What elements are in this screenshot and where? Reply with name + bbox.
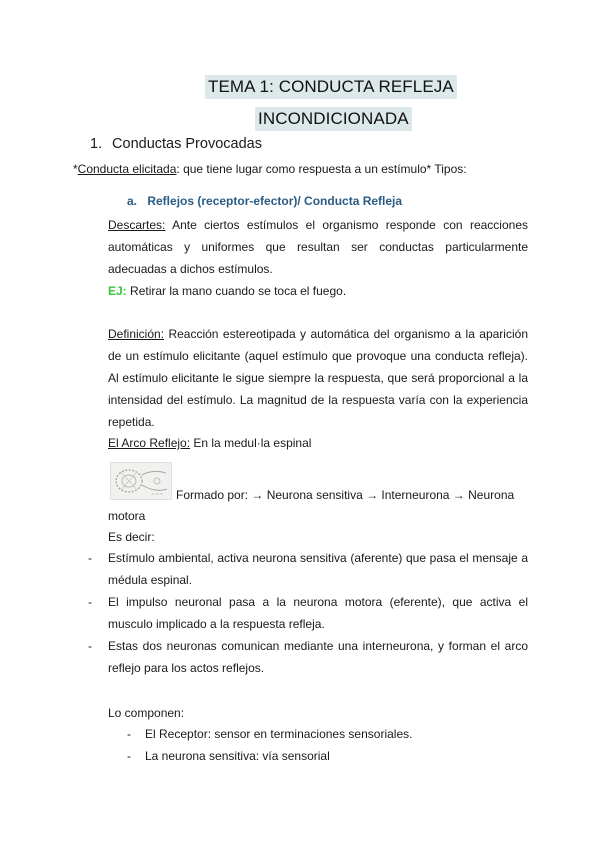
- svg-text:~~~: ~~~: [151, 492, 164, 498]
- definition-paragraph: [108, 323, 528, 433]
- list-item: [88, 547, 528, 591]
- intro-term: Conducta elicitada: [77, 162, 177, 176]
- list-item-text: El Receptor: sensor en terminaciones sensoriales.: [145, 727, 413, 741]
- formed-by-continuation: motora: [108, 509, 146, 523]
- formed-by-line: Formado por: → Neurona sensitiva → Interneurona → Neurona: [176, 488, 515, 502]
- example-text: Retirar la mano cuando se toca el fuego.: [126, 284, 347, 298]
- example-line: [108, 280, 528, 302]
- components-label: Lo componen:: [108, 706, 185, 720]
- example-label: EJ:: [108, 284, 127, 298]
- reflex-arc-diagram-icon: [111, 463, 171, 499]
- bullet-dash: -: [88, 639, 92, 653]
- section-heading: [90, 136, 262, 152]
- subsection-letter: a.: [127, 194, 138, 208]
- bullet-dash: -: [88, 551, 92, 565]
- reflex-arc-line: [108, 436, 311, 450]
- document-title-line-2: INCONDICIONADA: [255, 107, 412, 131]
- explanation-bullet-list: [88, 547, 528, 679]
- intro-asterisk: *: [73, 162, 78, 176]
- list-item-text: El impulso neuronal pasa a la neurona motora (eferente), que activa el musculo implicado a la respuesta refleja.: [108, 595, 528, 631]
- descartes-label: Descartes:: [108, 218, 166, 232]
- bullet-dash: -: [127, 749, 131, 763]
- components-list: [127, 723, 527, 767]
- descartes-paragraph: [108, 214, 528, 280]
- document-title-line-1: TEMA 1: CONDUCTA REFLEJA: [205, 75, 457, 99]
- list-item: [88, 635, 528, 679]
- reflex-arc-diagram-image: [110, 462, 172, 500]
- section-heading-text: Conductas Provocadas: [112, 136, 262, 152]
- reflex-arc-label: El Arco Reflejo:: [108, 436, 191, 450]
- reflex-arc-text: En la medul·la espinal: [190, 436, 312, 450]
- descartes-text: Ante ciertos estímulos el organismo responde con reacciones automáticas y uniformes que resultan ser conductas particularmente adecuadas a dichos estímulos.: [108, 218, 528, 276]
- section-number: 1.: [90, 136, 103, 152]
- list-item-text: La neurona sensitiva: vía sensorial: [145, 749, 330, 763]
- list-item: [127, 745, 527, 767]
- bullet-dash: -: [127, 727, 131, 741]
- list-item-text: Estímulo ambiental, activa neurona sensitiva (aferente) que pasa el mensaje a médula espinal.: [108, 551, 528, 587]
- intro-paragraph: [73, 162, 467, 176]
- definition-label: Definición:: [108, 327, 165, 341]
- definition-text: Reacción estereotipada y automática del organismo a la aparición de un estímulo elicitante (aquel estímulo que provoque una conducta refleja). Al estímulo elicitante le sigue siempre la respuesta, que será proporcional a la intensidad del estímulo. La magnitud de la respuesta varía con la experiencia repetida.: [108, 327, 528, 429]
- bullet-dash: -: [88, 595, 92, 609]
- list-item-text: Estas dos neuronas comunican mediante una interneurona, y forman el arco reflejo para los actos reflejos.: [108, 639, 528, 675]
- subsection-heading-text: Reflejos (receptor-efector)/ Conducta Refleja: [147, 194, 403, 208]
- subsection-heading: [127, 194, 402, 208]
- intro-text: : que tiene lugar como respuesta a un estímulo* Tipos:: [176, 162, 467, 176]
- list-item: [127, 723, 527, 745]
- es-decir-label: Es decir:: [108, 530, 155, 544]
- list-item: [88, 591, 528, 635]
